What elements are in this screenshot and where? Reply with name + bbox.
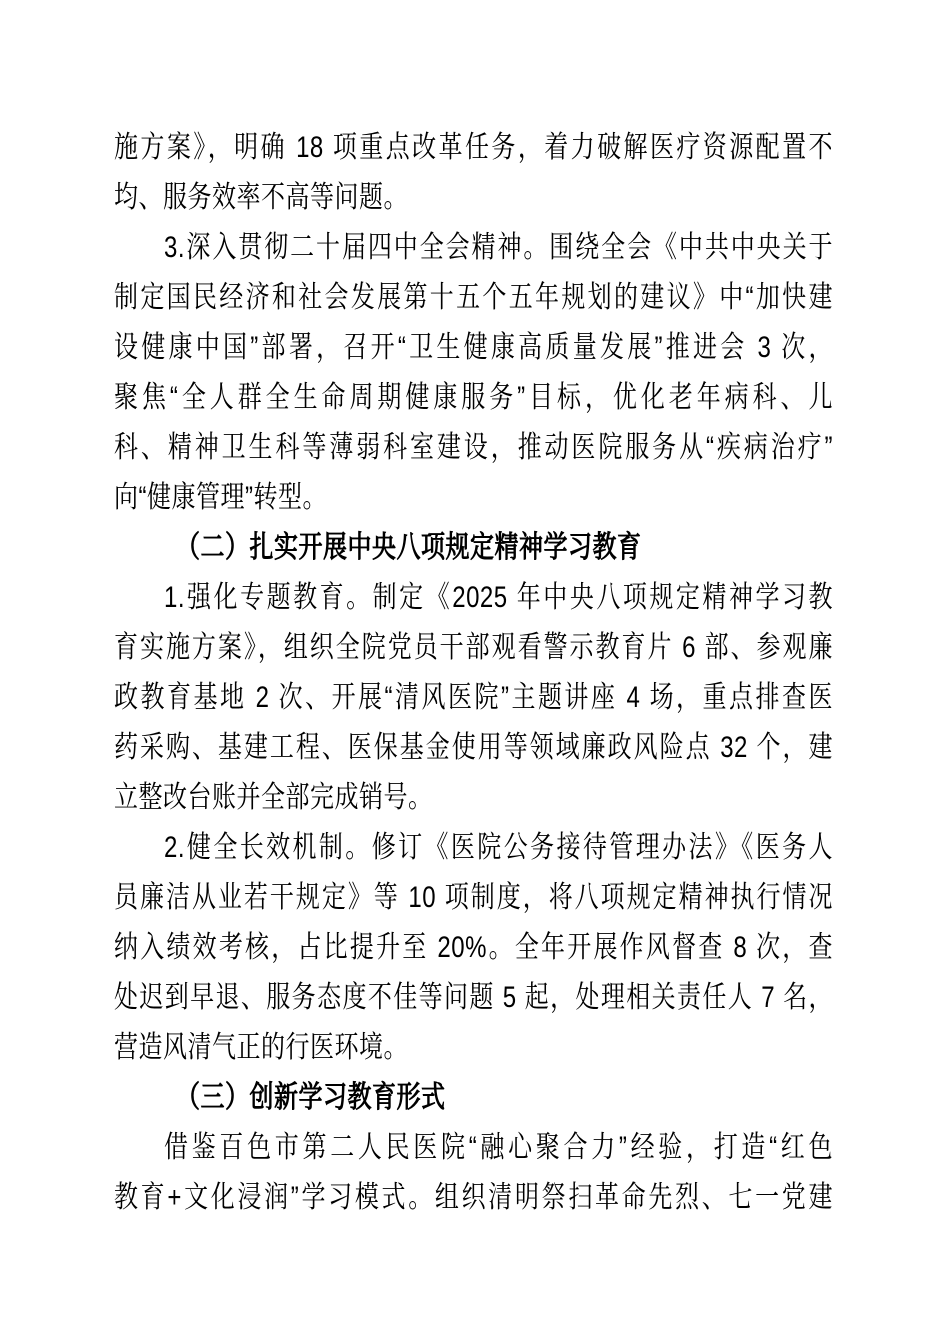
paragraph-line: 3.深入贯彻二十届四中全会精神。围绕全会《中共中央关于 xyxy=(164,230,833,265)
document-text-block xyxy=(114,123,833,1223)
paragraph-line: 政教育基地 2 次、开展“清风医院”主题讲座 4 场，重点排查医 xyxy=(114,680,833,715)
paragraph-line: 借鉴百色市第二人民医院“融心聚合力”经验，打造“红色 xyxy=(164,1130,833,1165)
paragraph-line: 施方案》，明确 18 项重点改革任务，着力破解医疗资源配置不 xyxy=(114,130,833,165)
paragraph-line: 均、服务效率不高等问题。 xyxy=(114,180,408,215)
section-heading: （三）创新学习教育形式 xyxy=(176,1080,446,1115)
paragraph-line: 立整改台账并全部完成销号。 xyxy=(114,780,433,815)
paragraph-line: 教育+文化浸润”学习模式。组织清明祭扫革命先烈、七一党建 xyxy=(114,1180,833,1215)
section-heading: （二）扎实开展中央八项规定精神学习教育 xyxy=(176,530,642,565)
paragraph-line: 聚焦“全人群全生命周期健康服务”目标，优化老年病科、儿 xyxy=(114,380,833,415)
paragraph-line: 药采购、基建工程、医保基金使用等领域廉政风险点 32 个，建 xyxy=(114,730,833,765)
paragraph-line: 育实施方案》，组织全院党员干部观看警示教育片 6 部、参观廉 xyxy=(114,630,833,665)
paragraph-line: 2.健全长效机制。修订《医院公务接待管理办法》《医务人 xyxy=(164,830,833,865)
paragraph-line: 向“健康管理”转型。 xyxy=(114,480,327,515)
paragraph-line: 制定国民经济和社会发展第十五个五年规划的建议》中“加快建 xyxy=(114,280,833,315)
paragraph-line: 科、精神卫生科等薄弱科室建设，推动医院服务从“疾病治疗” xyxy=(114,430,833,465)
paragraph-line: 设健康中国”部署，召开“卫生健康高质量发展”推进会 3 次， xyxy=(114,330,833,365)
paragraph-line: 营造风清气正的行医环境。 xyxy=(114,1030,408,1065)
paragraph-line: 纳入绩效考核，占比提升至 20%。全年开展作风督查 8 次，查 xyxy=(114,930,833,965)
paragraph-line: 1.强化专题教育。制定《2025 年中央八项规定精神学习教 xyxy=(164,580,833,615)
paragraph-line: 处迟到早退、服务态度不佳等问题 5 起，处理相关责任人 7 名， xyxy=(114,980,833,1015)
paragraph-line: 员廉洁从业若干规定》等 10 项制度，将八项规定精神执行情况 xyxy=(114,880,833,915)
